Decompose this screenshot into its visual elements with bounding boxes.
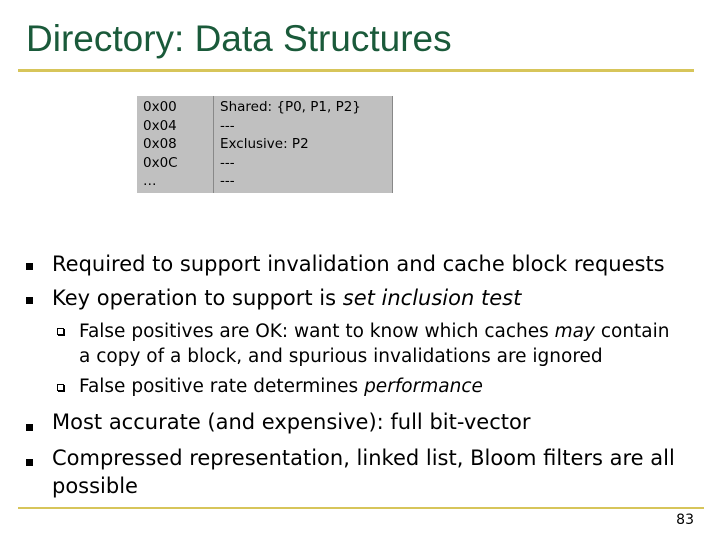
sub-bullet-text-part: contain [594, 321, 670, 342]
entry-cell: Exclusive: P2 [220, 136, 309, 152]
slide-title: Directory: Data Structures [26, 18, 452, 59]
bullet-text: Most accurate (and expensive): full bit-vector [52, 410, 531, 434]
sub-bullet-marker [57, 384, 64, 391]
emphasis-text: may [554, 321, 595, 342]
sub-bullet-marker [57, 328, 64, 335]
address-cell: … [143, 173, 157, 189]
entry-cell: --- [220, 117, 235, 134]
footer-divider [18, 507, 704, 509]
address-cell: 0x04 [143, 117, 177, 134]
sub-bullet-text-part: False positive rate determines [79, 376, 365, 397]
sub-bullet-text [79, 376, 483, 397]
address-column [137, 96, 205, 193]
address-cell: 0x00 [143, 99, 177, 115]
address-cell: 0x08 [143, 136, 177, 152]
entry-cell: Shared: {P0, P1, P2} [220, 99, 361, 115]
address-cell: 0x0C [143, 154, 178, 171]
bullet-text-continued: possible [52, 474, 138, 498]
sub-bullet-text-continued: a copy of a block, and spurious invalidations are ignored [79, 346, 603, 367]
entry-column [213, 96, 393, 193]
bullet-text: Compressed representation, linked list, Bloom filters are all [52, 446, 675, 470]
bullet-marker [26, 263, 33, 270]
entry-cell: --- [220, 173, 235, 189]
bullet-text: Required to support invalidation and cache block requests [52, 252, 665, 276]
bullet-text [52, 286, 521, 310]
directory-table [137, 96, 393, 193]
title-divider [18, 69, 694, 72]
sub-bullet-text-part: False positives are OK: want to know which caches [79, 321, 555, 342]
bullet-marker [26, 424, 33, 431]
bullet-text-part: Key operation to support is [52, 286, 343, 310]
bullet-marker [26, 459, 33, 466]
emphasis-text: set inclusion test [342, 286, 522, 310]
page-number: 83 [676, 512, 694, 528]
entry-cell: --- [220, 154, 235, 171]
sub-bullet-text [79, 321, 670, 342]
emphasis-text: performance [364, 376, 483, 397]
bullet-marker [26, 297, 33, 304]
